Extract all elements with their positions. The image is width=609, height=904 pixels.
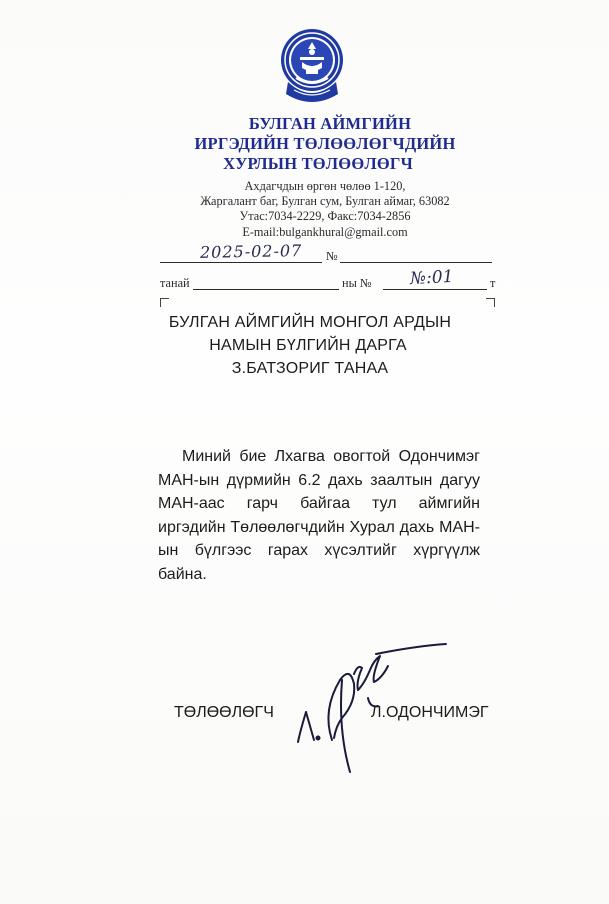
mongolia-state-emblem-icon <box>278 24 346 106</box>
date-underline <box>160 262 322 263</box>
to-underline <box>193 289 339 290</box>
email: E-mail:bulgankhural@gmail.com <box>242 225 408 239</box>
signatory-title: ТӨЛӨӨЛӨГЧ <box>174 704 274 721</box>
org-name-line3: ХУРЛЫН ТӨЛӨӨЛӨГЧ <box>223 154 413 173</box>
number-underline <box>340 262 492 263</box>
phone-fax: Утас:7034-2229, Факс:7034-2856 <box>239 209 411 223</box>
ref-underline <box>383 289 487 290</box>
corner-mark-left <box>160 298 169 307</box>
addressee-line3: З.БАТЗОРИГ ТАНАА <box>231 360 389 377</box>
org-name-line1: БУЛГАН АЙМГИЙН <box>248 114 412 133</box>
addressee-line2: НАМЫН БҮЛГИЙН ДАРГА <box>209 337 407 354</box>
date-number-sign: № <box>326 249 338 263</box>
handwritten-date: 2025-02-07 <box>199 241 303 262</box>
t-label: т <box>490 276 496 290</box>
corner-mark-right <box>486 298 495 307</box>
handwritten-ref-number: №:01 <box>409 266 454 290</box>
address-street: Ахдагчдын өргөн чөлөө 1-120, <box>244 179 406 193</box>
address-locality: Жаргалант баг, Булган сум, Булган аймаг, 63082 <box>200 194 450 208</box>
body-paragraph: Миний бие Лхагва овогтой Одончимэг МАН-ын дүрмийн 6.2 дахь заалтын дагуу МАН-аас гарч байгаа тул аймгийн иргэдийн Төлөөлөгчдийн Хурал дахь МАН-ын бүлгээс гарах хүсэлтийг хүргүүлж байна. <box>158 448 480 583</box>
addressee-line1: БУЛГАН АЙМГИЙН МОНГОЛ АРДЫН <box>168 314 452 331</box>
signatory-name: Л.ОДОНЧИМЭГ <box>371 704 489 721</box>
to-label: танай <box>160 276 190 290</box>
org-name-line2: ИРГЭДИЙН ТӨЛӨӨЛӨГЧДИЙН <box>194 134 456 153</box>
ref-label: ны № <box>342 276 372 290</box>
